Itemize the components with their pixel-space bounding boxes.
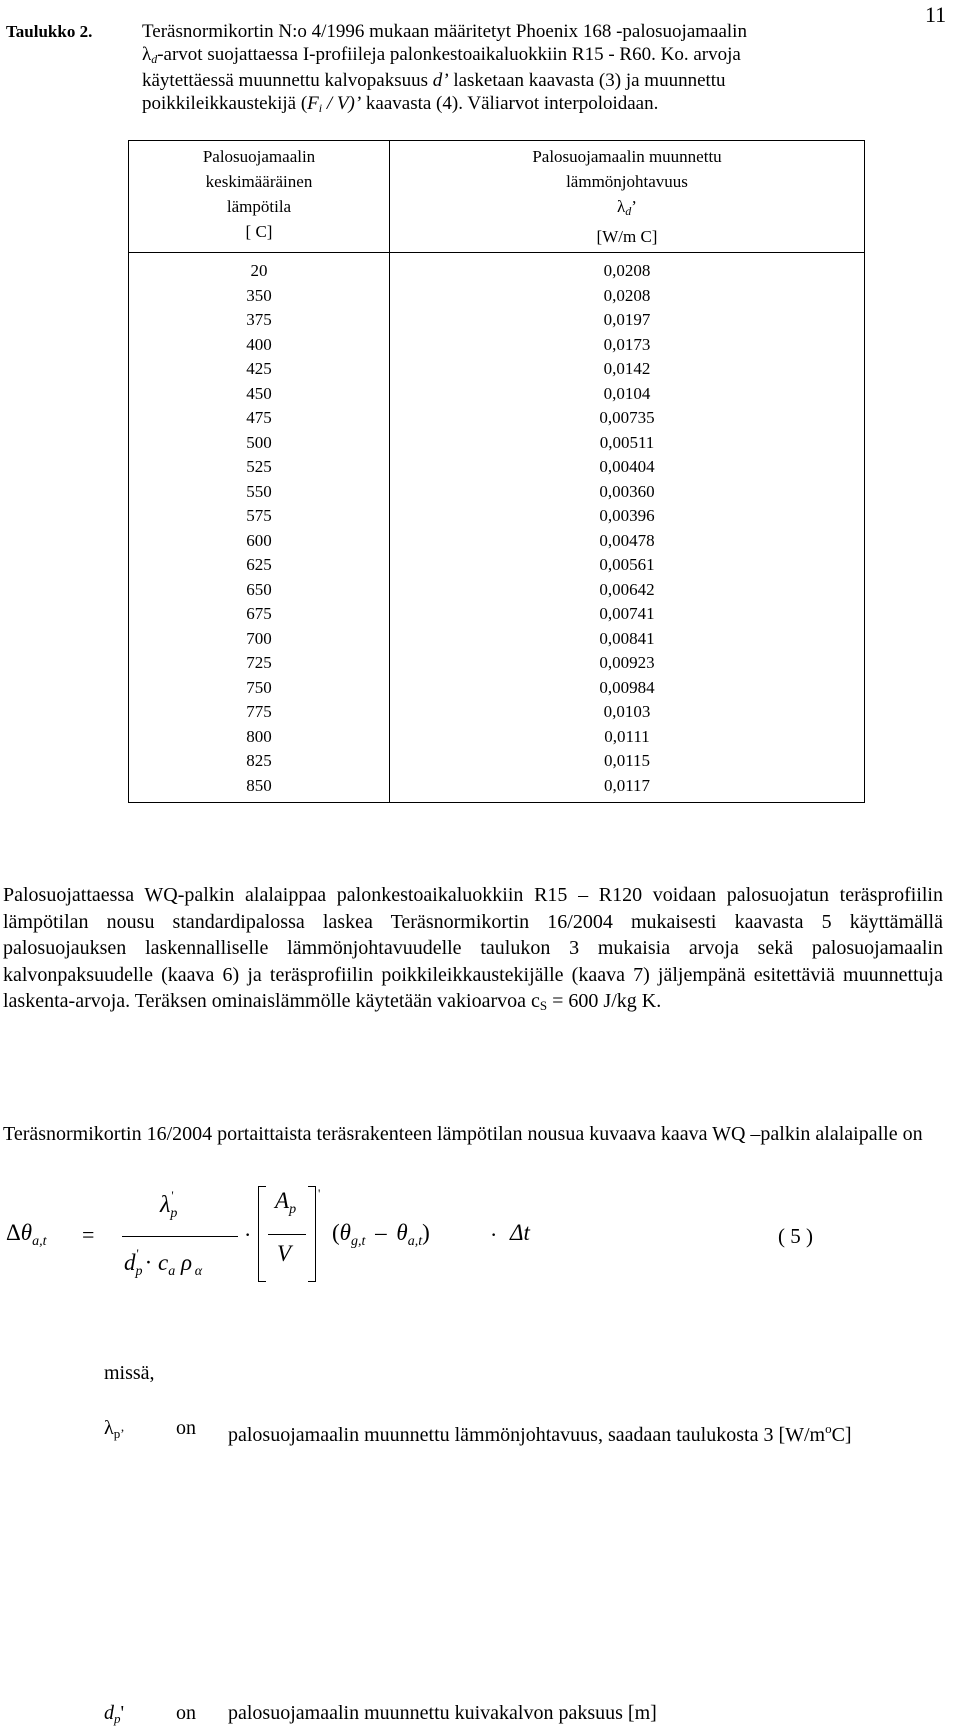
eq-A-sub: p: [289, 1202, 297, 1217]
conductivity-cell: 0,0104: [390, 382, 865, 407]
eq-theta-a-sub: a,t: [407, 1234, 423, 1249]
header-cond-symbol: λ: [617, 197, 626, 216]
conductivity-cell: 0,0142: [390, 357, 865, 382]
conductivity-cell: 0,00741: [390, 602, 865, 627]
header-temp-unit: [ C]: [245, 222, 273, 241]
eq-bracket: [258, 1186, 316, 1282]
header-temp-line: lämpötila: [226, 197, 292, 216]
paragraph-palosuojaus: [3, 882, 943, 1020]
def-description: palosuojamaalin muunnettu kuivakalvon paksuus [m]: [228, 1702, 657, 1724]
table-row: [129, 357, 865, 382]
caption-line3-var: d’: [432, 70, 449, 91]
eq-delta-t: Δt: [510, 1220, 530, 1245]
table-row: [129, 284, 865, 309]
conductivity-table: [128, 140, 865, 803]
eq-c-sub: a: [168, 1264, 176, 1279]
table-row: [129, 504, 865, 529]
def-desc-sup: o: [825, 1421, 832, 1436]
caption-lambda: λ: [142, 43, 152, 65]
caption-label: Taulukko 2.: [6, 22, 93, 41]
temperature-cell: 425: [129, 357, 390, 382]
caption-line4-pre: poikkileikkaustekijä (: [142, 92, 308, 114]
def-on: on: [176, 1417, 196, 1439]
temperature-cell: 400: [129, 333, 390, 358]
table-header-row: [129, 141, 865, 253]
eq-temp-difference: [332, 1220, 430, 1250]
eq-d-prime: ': [136, 1246, 139, 1261]
caption-line4-mid: / V)’: [322, 92, 362, 114]
eq-dot-1: ·: [244, 1222, 252, 1247]
conductivity-cell: 0,00984: [390, 676, 865, 701]
eq-minus: –: [375, 1220, 387, 1245]
temperature-cell: 500: [129, 431, 390, 456]
temperature-cell: 700: [129, 627, 390, 652]
table-body: [129, 253, 865, 803]
conductivity-cell: 0,00511: [390, 431, 865, 456]
table-row: [129, 602, 865, 627]
eq-A: [275, 1188, 296, 1218]
temperature-cell: 350: [129, 284, 390, 309]
eq-d-sub: p: [135, 1264, 143, 1279]
paragraph1-sub: S: [539, 998, 548, 1013]
conductivity-cell: 0,0208: [390, 284, 865, 309]
eq-paren-close: ): [422, 1220, 430, 1245]
table-row: [129, 333, 865, 358]
table-row: [129, 455, 865, 480]
table-row: [129, 406, 865, 431]
paragraph1-end: = 600 J/kg K.: [547, 990, 662, 1012]
temperature-cell: 775: [129, 700, 390, 725]
temperature-cell: 675: [129, 602, 390, 627]
def-desc-text: palosuojamaalin muunnettu lämmönjohtavuus, saadaan taulukosta 3 [W/m: [228, 1424, 826, 1446]
caption-line1: Teräsnormikortin N:o 4/1996 mukaan määritetyt Phoenix 168 -palosuojamaalin: [142, 21, 747, 42]
conductivity-cell: 0,00404: [390, 455, 865, 480]
where-label: missä,: [104, 1362, 155, 1384]
temperature-cell: 550: [129, 480, 390, 505]
conductivity-cell: 0,00396: [390, 504, 865, 529]
temperature-cell: 825: [129, 749, 390, 774]
definition-thickness: [104, 1700, 864, 1730]
def-lambda: λ: [104, 1417, 114, 1439]
eq-dot-2: ·: [490, 1222, 498, 1247]
eq-theta: θ: [20, 1220, 33, 1245]
eq-A-V-line: [268, 1234, 306, 1235]
eq-rho: ρ: [180, 1250, 193, 1275]
table-row: [129, 382, 865, 407]
eq-delta: Δ: [6, 1220, 21, 1245]
def-d-sub: p: [114, 1711, 121, 1726]
def-symbol: [104, 1415, 125, 1447]
header-cond-line: lämmönjohtavuus: [566, 172, 688, 191]
eq-lhs: [6, 1220, 47, 1250]
eq-d: d: [124, 1250, 136, 1275]
caption-lambda-sub: d: [151, 51, 158, 66]
table-row: [129, 651, 865, 676]
conductivity-cell: 0,00478: [390, 529, 865, 554]
conductivity-cell: 0,0197: [390, 308, 865, 333]
header-cond-prime: ’: [631, 197, 637, 216]
eq-lambda: λ: [160, 1192, 171, 1218]
table-row: [129, 774, 865, 803]
conductivity-cell: 0,0111: [390, 725, 865, 750]
temperature-cell: 20: [129, 253, 390, 284]
table-row: [129, 253, 865, 284]
caption-line4-post: kaavasta (4). Väliarvot interpoloidaan.: [361, 92, 659, 114]
eq-rho-sub: α: [194, 1264, 203, 1279]
table-row: [129, 431, 865, 456]
table-row: [129, 578, 865, 603]
temperature-cell: 525: [129, 455, 390, 480]
eq-c: c: [158, 1250, 169, 1275]
table-row: [129, 529, 865, 554]
eq-theta-a: θ: [396, 1220, 408, 1245]
temperature-cell: 750: [129, 676, 390, 701]
table-row: [129, 627, 865, 652]
def-symbol: [104, 1700, 124, 1732]
header-conductivity: [390, 141, 865, 253]
conductivity-cell: 0,0173: [390, 333, 865, 358]
eq-equals: =: [82, 1222, 95, 1247]
eq-theta-g-sub: g,t: [350, 1234, 366, 1249]
eq-theta-sub: a,t: [32, 1234, 47, 1249]
definition-lambda: [104, 1415, 864, 1475]
def-description: [228, 1415, 958, 1449]
eq-bracket-tl: [259, 1186, 266, 1187]
table-row: [129, 553, 865, 578]
temperature-cell: 475: [129, 406, 390, 431]
conductivity-cell: 0,00360: [390, 480, 865, 505]
temperature-cell: 725: [129, 651, 390, 676]
header-temperature: [129, 141, 390, 253]
def-d-prime: ': [120, 1702, 125, 1724]
eq-denominator: [124, 1246, 202, 1280]
def-d: d: [104, 1702, 114, 1724]
conductivity-cell: 0,0117: [390, 774, 865, 803]
temperature-cell: 850: [129, 774, 390, 803]
eq-V: V: [277, 1241, 292, 1266]
table-row: [129, 749, 865, 774]
conductivity-cell: 0,00561: [390, 553, 865, 578]
def-desc-end: C]: [831, 1424, 852, 1446]
eq-paren-open: (: [332, 1220, 340, 1245]
temperature-cell: 600: [129, 529, 390, 554]
header-cond-unit: [W/m C]: [596, 227, 658, 246]
conductivity-cell: 0,0208: [390, 253, 865, 284]
conductivity-cell: 0,0115: [390, 749, 865, 774]
paragraph1-text: Palosuojattaessa WQ-palkin alalaippaa palonkestoaikaluokkiin R15 – R120 voidaan palosuojatun teräsprofiilin lämpötilan nousu standardipalossa laskea Teräsnormikortin 16/2004 mukaisesti kaavasta 5 käyttämällä palosuojauksen laskennalliselle lämmönjohtavuudelle taulukon 3 mukaisia arvoja sekä palosuojamaalin kalvonpaksuudelle (kaava 6) ja teräsprofiilin poikkileikkaustekijälle (kaava 7) jäljempänä esitettäviä muunnettuja laskenta-arvoja. Teräksen ominaislämmölle käytetään vakioarvoa c: [3, 884, 943, 1012]
eq-theta-g: θ: [339, 1220, 351, 1245]
paragraph-kaava: Teräsnormikortin 16/2004 portaittaista teräsrakenteen lämpötilan nousua kuvaava kaava WQ –palkin alalaipalle on: [3, 1123, 923, 1145]
conductivity-cell: 0,0103: [390, 700, 865, 725]
conductivity-cell: 0,00642: [390, 578, 865, 603]
def-lambda-sub: p’: [113, 1426, 125, 1441]
eq-A-letter: A: [275, 1188, 290, 1213]
header-cond-sub: d: [625, 204, 632, 218]
eq-lambda-sub: p: [170, 1206, 178, 1221]
temperature-cell: 625: [129, 553, 390, 578]
table-row: [129, 308, 865, 333]
header-cond-line: Palosuojamaalin muunnettu: [532, 147, 722, 166]
header-temp-line: keskimääräinen: [205, 172, 313, 191]
caption-line3-post: lasketaan kaavasta (3) ja muunnettu: [453, 70, 726, 91]
temperature-cell: 450: [129, 382, 390, 407]
temperature-cell: 575: [129, 504, 390, 529]
temperature-cell: 650: [129, 578, 390, 603]
caption-line4-sub: i: [318, 100, 323, 115]
equation-number: ( 5 ): [778, 1224, 813, 1248]
table-row: [129, 480, 865, 505]
eq-bracket-bl: [259, 1281, 266, 1282]
eq-lambda-prime: ': [171, 1188, 174, 1203]
eq-bracket-tr: [308, 1186, 315, 1187]
def-on: on: [176, 1702, 196, 1724]
table-row: [129, 725, 865, 750]
table-row: [129, 700, 865, 725]
caption-line2: -arvot suojattaessa I-profiileja palonkestoaikaluokkiin R15 - R60. Ko. arvoja: [157, 43, 741, 65]
eq-bracket-prime: ': [318, 1186, 321, 1201]
conductivity-cell: 0,00923: [390, 651, 865, 676]
table-row: [129, 676, 865, 701]
eq-fraction-line: [122, 1236, 238, 1237]
temperature-cell: 800: [129, 725, 390, 750]
eq-numerator: [160, 1188, 178, 1222]
page-number: 11: [925, 2, 947, 27]
eq-bracket-br: [308, 1281, 315, 1282]
caption-line3-pre: käytettäessä muunnettu kalvopaksuus: [142, 70, 428, 91]
eq-dot: ·: [144, 1250, 153, 1275]
conductivity-cell: 0,00735: [390, 406, 865, 431]
conductivity-cell: 0,00841: [390, 627, 865, 652]
table-caption: [142, 21, 932, 119]
caption-line4-var: F: [307, 92, 319, 114]
header-temp-line: Palosuojamaalin: [202, 147, 316, 166]
temperature-cell: 375: [129, 308, 390, 333]
